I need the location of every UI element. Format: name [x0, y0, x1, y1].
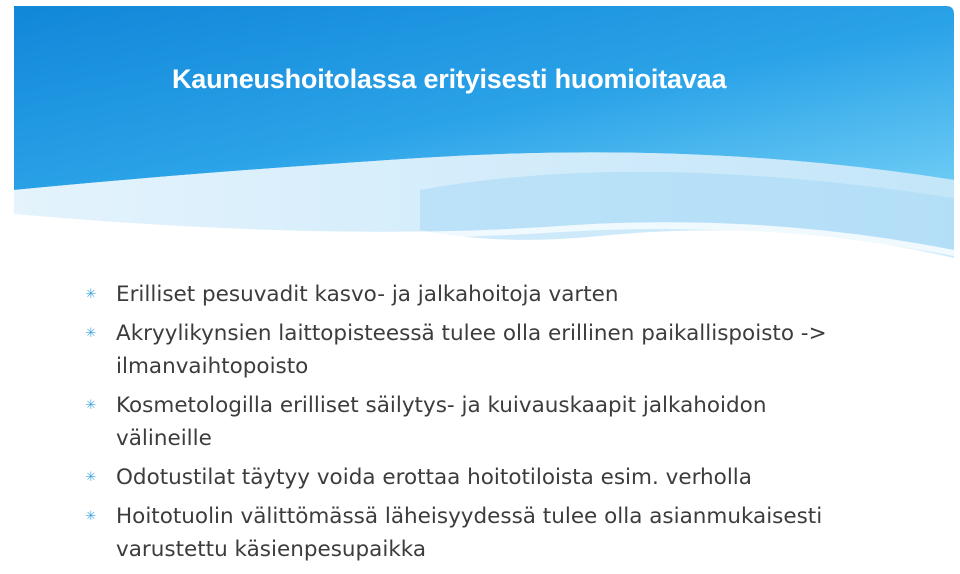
- bullet-text-line: Erilliset pesuvadit kasvo- ja jalkahoitoja varten: [116, 282, 619, 307]
- asterisk-bullet-icon: ✳: [85, 326, 97, 341]
- bullet-text-line: ilmanvaihtopoisto: [116, 354, 309, 379]
- bullet-item: [0, 389, 960, 455]
- bullet-text-line: Hoitotuolin välittömässä läheisyydessä tulee olla asianmukaisesti: [116, 504, 823, 529]
- asterisk-bullet-icon: ✳: [85, 398, 97, 413]
- asterisk-bullet-icon: ✳: [85, 509, 97, 524]
- bullet-item: [0, 461, 960, 494]
- bullet-text-line: Odotustilat täytyy voida erottaa hoitotiloista esim. verholla: [116, 465, 752, 490]
- bullet-text-line: varustettu käsienpesupaikka: [116, 537, 427, 562]
- asterisk-bullet-icon: ✳: [85, 470, 97, 485]
- bullet-item: [0, 317, 960, 383]
- asterisk-bullet-icon: ✳: [85, 287, 97, 302]
- bullet-text-line: välineille: [116, 426, 212, 451]
- bullet-list: [0, 278, 960, 572]
- header-band: [0, 0, 960, 270]
- bullet-text-line: Kosmetologilla erilliset säilytys- ja kuivauskaapit jalkahoidon: [116, 393, 767, 418]
- bullet-item: [0, 278, 960, 311]
- bullet-item: [0, 500, 960, 566]
- slide-title: Kauneushoitolassa erityisesti huomioitavaa: [172, 64, 727, 94]
- bullet-text-line: Akryylikynsien laittopisteessä tulee olla erillinen paikallispoisto ->: [116, 321, 827, 346]
